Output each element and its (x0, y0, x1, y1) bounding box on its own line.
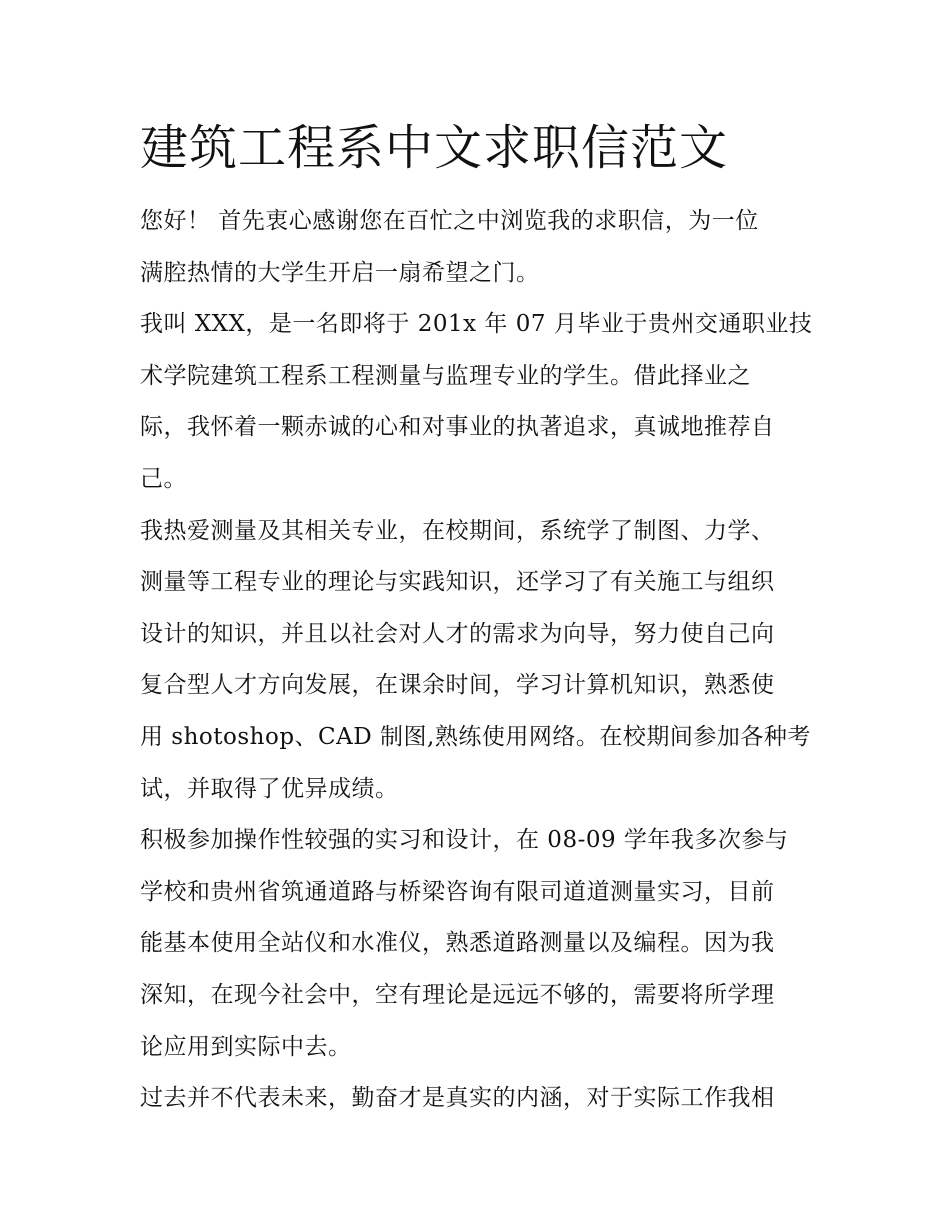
paragraph-closing (140, 1073, 830, 1125)
text-line: 您好！ 首先衷心感谢您在百忙之中浏览我的求职信，为一位 (140, 208, 759, 234)
text-line: 际，我怀着一颗赤诚的心和对事业的执著追求，真诚地推荐自 (140, 414, 775, 441)
text-line: 用 shotoshop、CAD 制图,熟练使用网络。在校期间参加各种考 (140, 723, 811, 750)
text-line: 论应用到实际中去。 (140, 1033, 352, 1060)
text-line: 复合型人才方向发展，在课余时间，学习计算机知识，熟悉使 (140, 672, 775, 699)
text-line: 积极参加操作性较强的实习和设计，在 08-09 学年我多次参与 (140, 827, 789, 854)
text-line: 设计的知识，并且以社会对人才的需求为向导，努力使自己向 (140, 620, 775, 647)
letter-body (140, 196, 830, 1125)
text-line: 己。 (140, 465, 187, 492)
text-line: 学校和贵州省筑通道路与桥梁咨询有限司道道测量实习，目前 (140, 878, 775, 905)
text-line: 术学院建筑工程系工程测量与监理专业的学生。借此择业之 (140, 362, 751, 389)
text-line: 试，并取得了优异成绩。 (140, 775, 399, 802)
text-line: 测量等工程专业的理论与实践知识，还学习了有关施工与组织 (140, 569, 775, 596)
paragraph-greeting (140, 196, 830, 299)
paragraph-practice (140, 815, 830, 1073)
text-line: 我热爱测量及其相关专业，在校期间，系统学了制图、力学、 (140, 517, 775, 544)
page-title: 建筑工程系中文求职信范文 (140, 120, 729, 176)
paragraph-introduction (140, 299, 830, 505)
text-line: 能基本使用全站仪和水准仪，熟悉道路测量以及编程。因为我 (140, 930, 775, 957)
text-line: 深知，在现今社会中，空有理论是远远不够的，需要将所学理 (140, 981, 775, 1008)
text-line: 过去并不代表未来，勤奋才是真实的内涵，对于实际工作我相 (140, 1085, 775, 1112)
text-line: 满腔热情的大学生开启一扇希望之门。 (140, 259, 540, 286)
paragraph-studies (140, 506, 830, 816)
text-line: 我叫 XXX，是一名即将于 201x 年 07 月毕业于贵州交通职业技 (140, 311, 813, 338)
